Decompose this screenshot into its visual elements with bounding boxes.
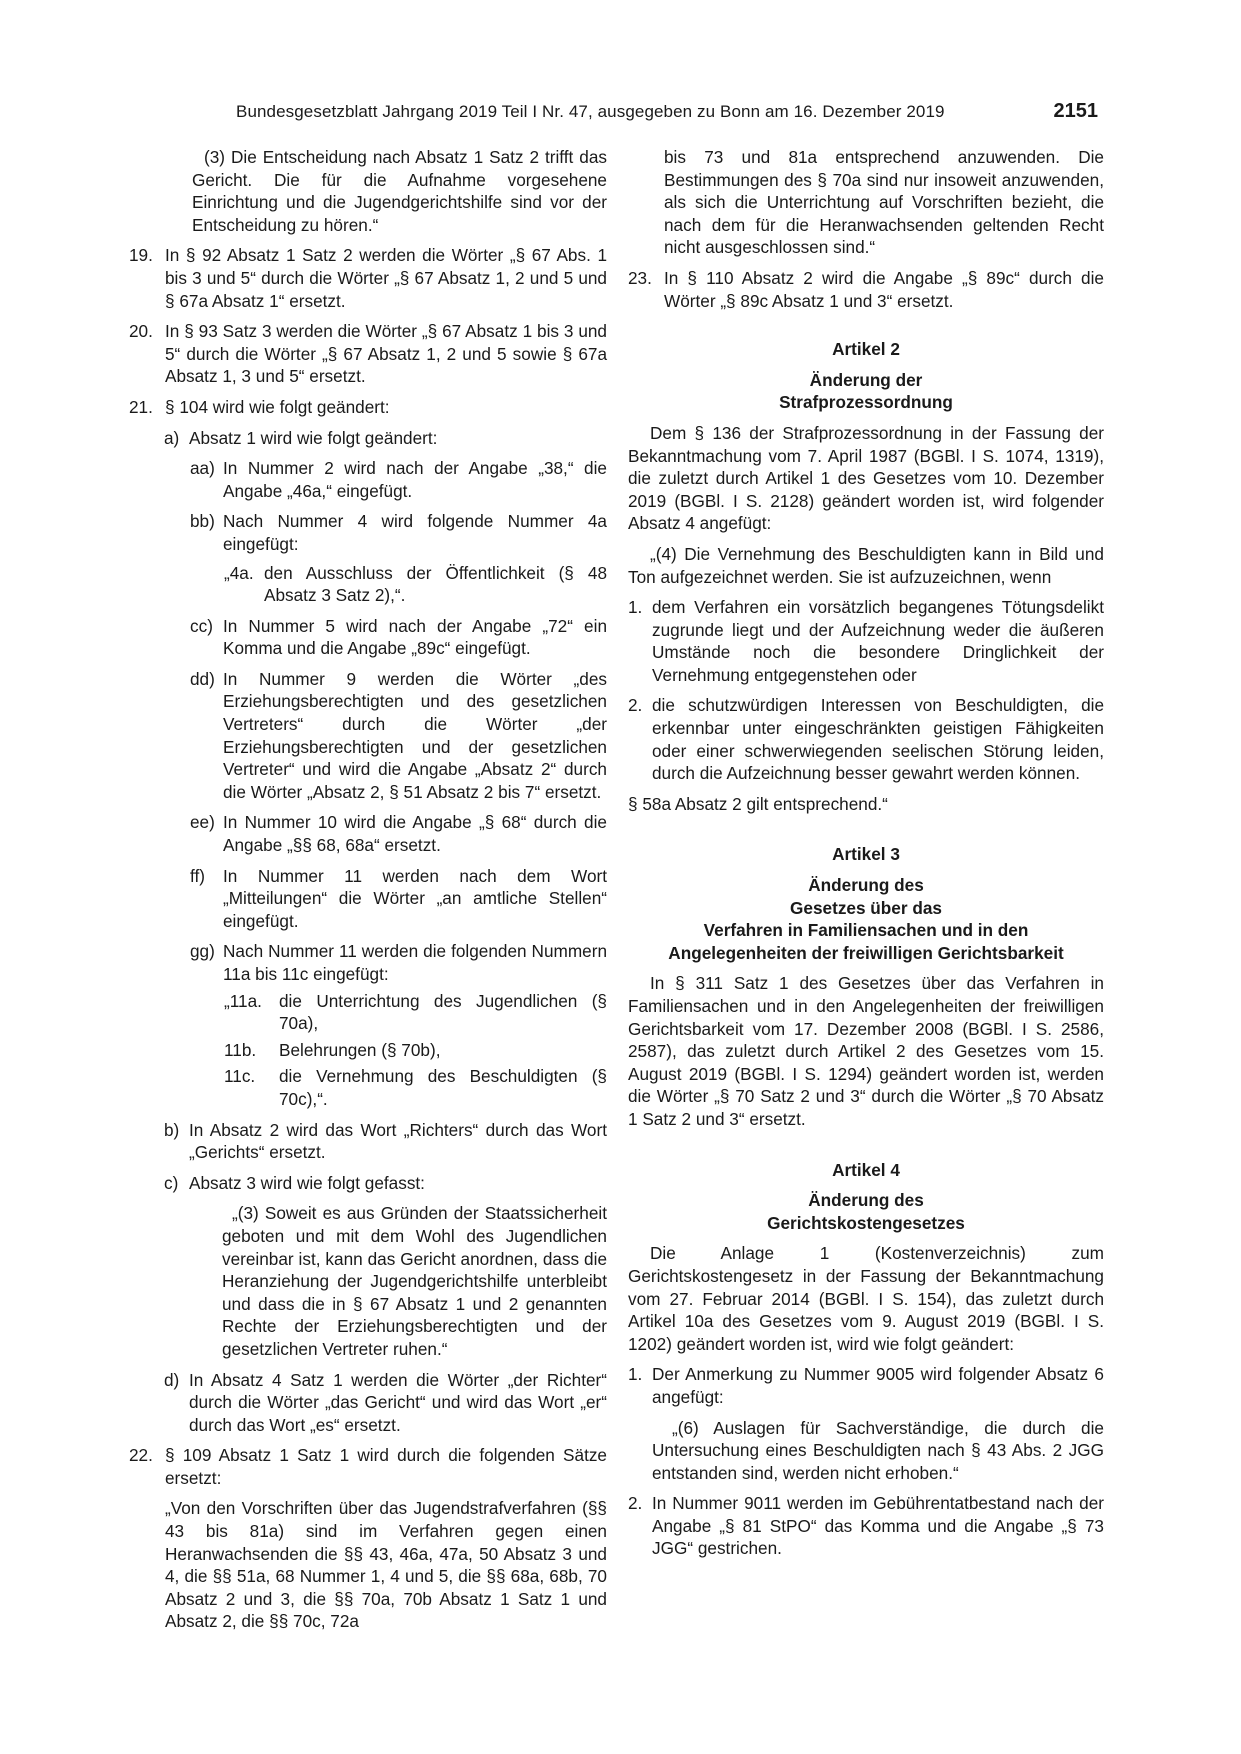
quoted-paragraph-3: „(3) Soweit es aus Gründen der Staatssicherheit geboten und mit dem Wohl des Jugendlichen vereinbar ist, kann das Gericht anordnen, dass die Heranziehung der Jugendgerichtshilfe unterbleibt und dass die in § 67 Absatz 1 und 2 genannten Rechte der Erziehungsberechtigten und der gesetzlichen Vertreter ruhen.“ bbox=[222, 1203, 607, 1359]
item-text: In Absatz 4 Satz 1 werden die Wörter „der Richter“ durch die Wörter „das Gericht“ und wird das Wort „er“ durch das Wort „es“ ersetzt. bbox=[189, 1369, 607, 1435]
article-3-label: Artikel 3 bbox=[832, 844, 900, 865]
item-number: 2. bbox=[628, 1493, 643, 1514]
item-letter: bb) bbox=[190, 511, 215, 532]
sub-item-dd bbox=[129, 668, 607, 804]
article-4-title-line-1: Änderung des bbox=[808, 1190, 924, 1211]
item-letter: ff) bbox=[190, 865, 205, 886]
page-number: 2151 bbox=[1053, 100, 1098, 122]
item-text: § 109 Absatz 1 Satz 1 wird durch die folgenden Sätze ersetzt: bbox=[165, 1445, 607, 1488]
item-text: dem Verfahren ein vorsätzlich begangenes Tötungsdelikt zugrunde liegt und der Aufzeichnung weder die äußeren Umstände noch die besondere Dringlichkeit der Vernehmung entgegenstehen oder bbox=[652, 597, 1104, 685]
article-4-item-2 bbox=[628, 1492, 1104, 1560]
sub-item-d bbox=[129, 1369, 607, 1437]
quoted-sentences: „Von den Vorschriften über das Jugendstrafverfahren (§§ 43 bis 81a) sind im Verfahren gegen einen Heranwachsenden die §§ 43, 46a, 47a, 50 Absatz 3 und 4, die §§ 51a, 68 Nummer 1, 4 und 5, die §§ 68a, 68b, 70 Absatz 2 und 3, die §§ 70a, 70b Absatz 1 Satz 1 und Absatz 2, die §§ 70c, 72a bbox=[165, 1498, 607, 1632]
right-column bbox=[628, 146, 1104, 1568]
list-item-21 bbox=[129, 396, 607, 419]
article-3-title-line-3: Verfahren in Familiensachen und in den bbox=[703, 920, 1029, 941]
quote-text: die Unterrichtung des Jugendlichen (§ 70a), bbox=[279, 990, 607, 1034]
quote-number: 11b. bbox=[224, 1039, 257, 1060]
item-text: Nach Nummer 4 wird folgende Nummer 4a eingefügt: bbox=[223, 511, 607, 554]
item-letter: dd) bbox=[190, 668, 215, 689]
item-letter: ee) bbox=[190, 812, 215, 833]
article-3-title-line-4: Angelegenheiten der freiwilligen Gerichtsbarkeit bbox=[668, 942, 1064, 963]
item-letter: aa) bbox=[190, 458, 215, 479]
article-2-item-1 bbox=[628, 596, 1104, 686]
item-text: Absatz 1 wird wie folgt geändert: bbox=[189, 427, 438, 448]
quote-text: Belehrungen (§ 70b), bbox=[279, 1039, 441, 1060]
article-4-paragraph: Die Anlage 1 (Kostenverzeichnis) zum Gerichtskostengesetz in der Fassung der Bekanntmachung vom 27. Februar 2014 (BGBl. I S. 154), das zuletzt durch Artikel 10a des Gesetzes vom 9. August 2019 (BGBl. I S. 1202) geändert worden ist, wird wie folgt geändert: bbox=[628, 1243, 1104, 1354]
item-text: Absatz 3 wird wie folgt gefasst: bbox=[189, 1172, 425, 1193]
inserted-number-11c bbox=[129, 1065, 607, 1110]
quote-number: „11a. bbox=[224, 990, 262, 1011]
left-column bbox=[129, 146, 607, 1633]
article-3-title-line-2: Gesetzes über das bbox=[790, 897, 942, 918]
page-header bbox=[236, 100, 1098, 130]
sub-item-bb bbox=[129, 510, 607, 555]
item-number: 20. bbox=[129, 321, 153, 342]
item-text: Nach Nummer 11 werden die folgenden Nummern 11a bis 11c eingefügt: bbox=[223, 941, 607, 984]
item-text: In § 93 Satz 3 werden die Wörter „§ 67 Absatz 1 bis 3 und 5“ durch die Wörter „§ 67 Absatz 1, 2 und 5 sowie § 67a Absatz 1, 3 und 5“ ersetzt. bbox=[165, 321, 607, 387]
article-4-label: Artikel 4 bbox=[832, 1159, 900, 1180]
sub-item-b bbox=[129, 1119, 607, 1164]
quote-text: den Ausschluss der Öffentlichkeit (§ 48 Absatz 3 Satz 2),“. bbox=[264, 562, 607, 606]
article-2-label: Artikel 2 bbox=[832, 339, 900, 360]
item-text: In Nummer 2 wird nach der Angabe „38,“ die Angabe „46a,“ eingefügt. bbox=[223, 458, 607, 501]
item-number: 1. bbox=[628, 597, 643, 618]
item-number: 23. bbox=[628, 267, 652, 288]
sub-item-a bbox=[129, 427, 607, 450]
article-3-title-line-1: Änderung des bbox=[808, 875, 924, 896]
list-item-23 bbox=[628, 267, 1104, 312]
article-2-item-2 bbox=[628, 694, 1104, 784]
item-text: In Nummer 9011 werden im Gebührentatbestand nach der Angabe „§ 81 StPO“ das Komma und die Angabe „§ 73 JGG“ gestrichen. bbox=[652, 1493, 1104, 1559]
item-text: Der Anmerkung zu Nummer 9005 wird folgender Absatz 6 angefügt: bbox=[652, 1364, 1104, 1407]
quote-number: „4a. bbox=[224, 562, 254, 583]
item-text: In Nummer 5 wird nach der Angabe „72“ ein Komma und die Angabe „89c“ eingefügt. bbox=[223, 615, 607, 659]
item-letter: gg) bbox=[190, 941, 215, 962]
item-letter: b) bbox=[164, 1119, 180, 1140]
article-4-title-line-2: Gerichtskostengesetzes bbox=[767, 1212, 965, 1233]
item-text: In § 110 Absatz 2 wird die Angabe „§ 89c“ durch die Wörter „§ 89c Absatz 1 und 3“ ersetzt. bbox=[664, 267, 1104, 311]
sub-item-cc bbox=[129, 615, 607, 660]
gazette-title: Bundesgesetzblatt Jahrgang 2019 Teil I Nr. 47, ausgegeben zu Bonn am 16. Dezember 2019 bbox=[236, 102, 945, 121]
article-4-item-1 bbox=[628, 1363, 1104, 1408]
item-text: In Nummer 9 werden die Wörter „des Erziehungsberechtigten und des gesetzlichen Vertreters“ durch die Wörter „der Erziehungsberechtigten und der gesetzlichen Vertreter“ und wird die Angabe „Absatz 2“ durch die Wörter „Absatz 2, § 51 Absatz 2 bis 7“ ersetzt. bbox=[223, 668, 607, 802]
quote-text: die Vernehmung des Beschuldigten (§ 70c),“. bbox=[279, 1066, 607, 1109]
article-2-title-line-1: Änderung der bbox=[809, 369, 923, 390]
article-2-closing: § 58a Absatz 2 gilt entsprechend.“ bbox=[628, 793, 888, 814]
sub-item-ee bbox=[129, 811, 607, 856]
inserted-number-11a bbox=[129, 990, 607, 1035]
continued-quote: bis 73 und 81a entsprechend anzuwenden. Die Bestimmungen des § 70a sind nur insoweit anzuwenden, als sich die Unterrichtung auf Vorschriften bezieht, die nach dem für die Heranwachsenden geltenden Recht nicht ausgeschlossen sind.“ bbox=[664, 147, 1104, 258]
item-letter: d) bbox=[164, 1369, 180, 1390]
item-number: 22. bbox=[129, 1445, 153, 1466]
item-number: 1. bbox=[628, 1364, 643, 1385]
article-3-paragraph: In § 311 Satz 1 des Gesetzes über das Verfahren in Familiensachen und in den Angelegenheiten der freiwilligen Gerichtsbarkeit vom 17. Dezember 2008 (BGBl. I S. 2586, 2587), das zuletzt durch Artikel 2 des Gesetzes vom 15. August 2019 (BGBl. I S. 1294) geändert worden ist, werden die Wörter „§ 70 Satz 2 und 3“ durch die Wörter „§ 70 Absatz 1 Satz 2 und 3“ ersetzt. bbox=[628, 973, 1104, 1129]
item-text: § 104 wird wie folgt geändert: bbox=[165, 396, 390, 417]
article-2-quote: „(4) Die Vernehmung des Beschuldigten kann in Bild und Ton aufgezeichnet werden. Sie ist aufzuzeichnen, wenn bbox=[628, 543, 1104, 587]
item-text: In Absatz 2 wird das Wort „Richters“ durch das Wort „Gerichts“ ersetzt. bbox=[189, 1119, 607, 1163]
quote-number: 11c. bbox=[224, 1066, 256, 1087]
article-4-quote: „(6) Auslagen für Sachverständige, die durch die Untersuchung eines Beschuldigten nach § 43 Abs. 2 JGG entstanden sind, werden nicht erhoben.“ bbox=[652, 1417, 1104, 1483]
article-2-title-line-2: Strafprozessordnung bbox=[779, 392, 953, 413]
article-2-paragraph: Dem § 136 der Strafprozessordnung in der Fassung der Bekanntmachung vom 7. April 1987 (BGBl. I S. 1074, 1319), die zuletzt durch Artikel 1 des Gesetzes vom 10. Dezember 2019 (BGBl. I S. 2128) geändert worden ist, wird folgender Absatz 4 angefügt: bbox=[628, 422, 1104, 534]
inserted-number-4a bbox=[129, 562, 607, 607]
item-number: 2. bbox=[628, 695, 643, 716]
item-letter: a) bbox=[164, 427, 180, 448]
item-number: 19. bbox=[129, 245, 153, 266]
sub-item-aa bbox=[129, 457, 607, 502]
inserted-number-11b bbox=[129, 1039, 607, 1062]
item-letter: c) bbox=[164, 1172, 179, 1193]
item-letter: cc) bbox=[190, 615, 213, 636]
item-text: In § 92 Absatz 1 Satz 2 werden die Wörter „§ 67 Abs. 1 bis 3 und 5“ durch die Wörter „§ 67 Absatz 1, 2 und 5 und § 67a Absatz 1“ ersetzt. bbox=[165, 245, 607, 311]
continued-paragraph: (3) Die Entscheidung nach Absatz 1 Satz 2 trifft das Gericht. Die für die Aufnahme vorgesehene Einrichtung und die Jugendgerichtshilfe sind vor der Entscheidung zu hören.“ bbox=[192, 147, 607, 235]
item-number: 21. bbox=[129, 396, 153, 417]
sub-item-c bbox=[129, 1172, 607, 1195]
item-text: die schutzwürdigen Interessen von Beschuldigten, die erkennbar unter eingeschränkten geistigen Fähigkeiten oder einer schwerwiegenden seelischen Störung leiden, durch die Aufzeichnung besser gewahrt werden können. bbox=[652, 695, 1104, 784]
list-item-22 bbox=[129, 1444, 607, 1489]
list-item-19 bbox=[129, 244, 607, 312]
item-text: In Nummer 10 wird die Angabe „§ 68“ durch die Angabe „§§ 68, 68a“ ersetzt. bbox=[223, 812, 607, 856]
sub-item-gg bbox=[129, 940, 607, 985]
list-item-20 bbox=[129, 320, 607, 388]
sub-item-ff bbox=[129, 865, 607, 933]
item-text: In Nummer 11 werden nach dem Wort „Mitteilungen“ die Wörter „an amtliche Stellen“ eingefügt. bbox=[223, 865, 607, 931]
